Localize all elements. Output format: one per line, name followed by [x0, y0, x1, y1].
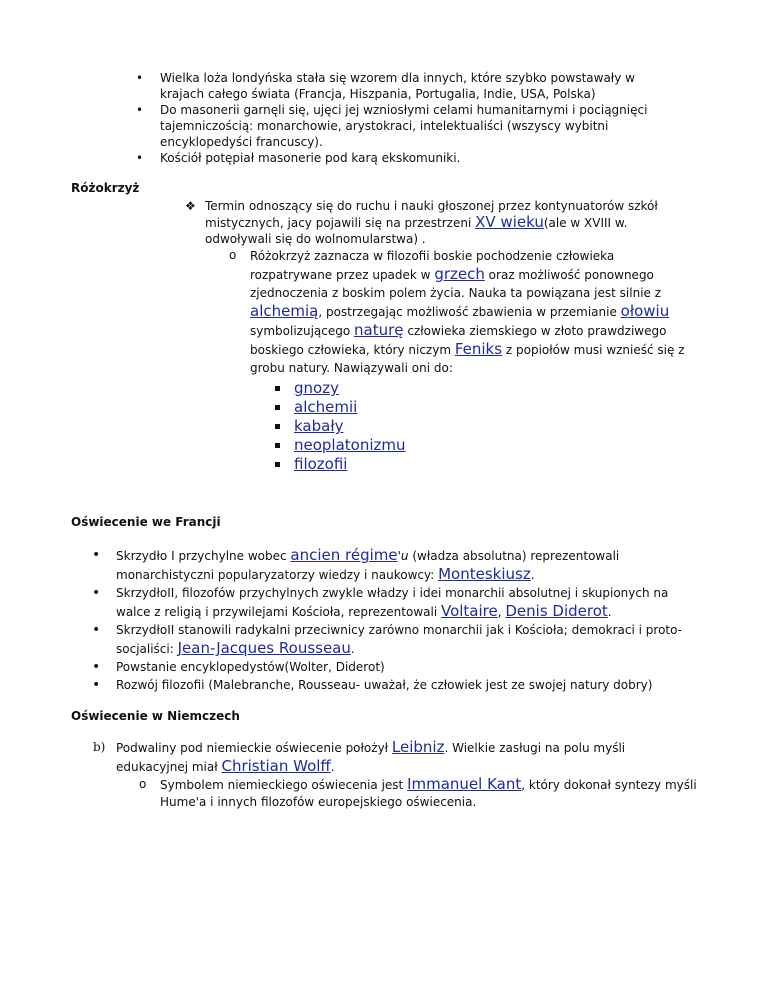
section-heading: Oświecenie we Francji: [71, 515, 221, 529]
list-item-text: [116, 546, 706, 584]
link[interactable]: Monteskiusz: [438, 565, 531, 583]
list-item: [92, 621, 706, 658]
text-run: Termin odnoszący się do ruchu i nauki głoszonej przez kontynuatorów szkół mistycznych, jacy pojawili się na przestrzeni: [205, 199, 658, 230]
text-run: z popiołów musi wznieść się z grobu natury. Nawiązywali oni do:: [250, 343, 685, 375]
text-run: SkrzydłoII, filozofów przychylnych zwykle władzy i idei monarchii absolutnej i skupionych na walce z religią i przywilejami Kościoła, reprezentowali: [116, 586, 669, 619]
bullet-icon: •: [92, 659, 101, 675]
list-item: [275, 436, 760, 455]
text-run: ,: [497, 605, 506, 619]
list-item-text: [116, 621, 706, 658]
list-item: [92, 546, 706, 584]
text-run: (ale w XVIII w. odwoływali się do wolnomularstwa) .: [205, 216, 628, 246]
bullet-icon: •: [92, 622, 101, 638]
masonry-list: [136, 70, 666, 166]
text-run: SkrzydłoII stanowili radykalni przeciwnicy zarówno monarchii jak i Kościoła; demokraci i proto-socjaliści:: [116, 623, 683, 656]
text-run: człowieka ziemskiego w złoto prawdziwego boskiego człowieka, który niczym: [250, 324, 667, 357]
list-item: [136, 150, 666, 166]
link[interactable]: filozofii: [294, 455, 348, 473]
circle-bullet-icon: o: [139, 777, 147, 791]
section-heading: Różokrzyż: [71, 181, 140, 195]
list-item: [92, 676, 706, 694]
list-item: [275, 379, 760, 398]
square-bullet-icon: [275, 379, 294, 395]
list-item-text: [116, 676, 706, 694]
link[interactable]: alchemią: [250, 302, 319, 320]
link[interactable]: Jean-Jacques Rousseau: [177, 639, 351, 657]
link[interactable]: Christian Wolff: [221, 757, 331, 775]
list-item-text: [205, 198, 690, 247]
text-run: 'u: [397, 549, 409, 563]
list-item-text: [116, 738, 676, 776]
bullet-icon: •: [92, 677, 101, 693]
bullet-icon: •: [136, 151, 144, 165]
text-run: (władza absolutna) reprezentowali monarchistyczni popularyzatorzy wiedzy i naukowcy:: [116, 549, 620, 582]
list-item: [275, 455, 760, 474]
list-item-text: [116, 584, 706, 621]
list-item-text: [116, 658, 706, 676]
link[interactable]: Leibniz: [391, 738, 445, 756]
link[interactable]: Feniks: [454, 340, 503, 358]
square-bullet-icon: [275, 398, 294, 414]
square-list: [275, 379, 760, 474]
text-run: Symbolem niemieckiego oświecenia jest: [160, 778, 408, 792]
text-run: Różokrzyż zaznacza w filozofii boskie pochodzenie człowieka rozpatrywane przez upadek w: [250, 249, 615, 282]
text-run: Kościół potępiał masonerie pod karą ekskomuniki.: [160, 151, 461, 165]
diamond-bullet-icon: ❖: [185, 199, 196, 213]
list-item: [93, 738, 676, 776]
square-bullet-icon: [275, 455, 294, 471]
link[interactable]: naturę: [354, 321, 404, 339]
text-run: .: [350, 642, 355, 656]
link[interactable]: grzech: [434, 265, 485, 283]
text-run: .: [330, 760, 335, 774]
text-run: , który dokonał syntezy myśli Hume'a i innych filozofów europejskiego oświecenia.: [160, 778, 697, 809]
list-item-text: [160, 776, 700, 811]
letter-marker: b): [93, 740, 106, 754]
list-item: [92, 584, 706, 621]
list-item: [92, 658, 706, 676]
text-run: Rozwój filozofii (Malebranche, Rousseau- uważał, że człowiek jest ze swojej natury dobry): [116, 678, 653, 692]
text-run: Do masonerii garnęli się, ujęci jej wzniosłymi celami humanitarnymi i pociągnięci tajemniczością: monarchowie, arystokraci, intelektualiści (wszyscy wybitni encyklopedyści francuscy).: [160, 103, 648, 149]
bullet-icon: •: [136, 71, 144, 85]
link[interactable]: ołowiu: [620, 302, 670, 320]
text-run: symbolizującego: [250, 324, 355, 338]
link[interactable]: neoplatonizmu: [294, 436, 406, 454]
list-item-text: [160, 70, 666, 102]
section-heading: Oświecenie w Niemczech: [71, 709, 240, 723]
list-item: [275, 398, 760, 417]
square-bullet-icon: [275, 436, 294, 452]
text-run: Skrzydło I przychylne wobec: [116, 549, 291, 563]
square-bullet-icon: [275, 417, 294, 433]
list-item: [185, 198, 690, 247]
link[interactable]: XV wieku: [475, 213, 544, 231]
text-run: Podwaliny pod niemieckie oświecenie położył: [116, 741, 392, 755]
circle-bullet-icon: o: [229, 248, 237, 262]
text-run: .: [607, 605, 612, 619]
text-run: , postrzegając możliwość zbawienia w przemianie: [318, 305, 621, 319]
list-item-text: [160, 102, 666, 150]
bullet-icon: •: [136, 103, 144, 117]
text-run: oraz możliwość ponownego zjednoczenia z boskim polem życia. Nauka ta powiązana jest silnie z: [250, 268, 662, 300]
text-run: Powstanie encyklopedystów(Wolter, Diderot): [116, 660, 385, 674]
france-list: [92, 546, 706, 694]
link[interactable]: gnozy: [294, 379, 339, 397]
link[interactable]: kabały: [294, 417, 344, 435]
list-item: [136, 102, 666, 150]
link[interactable]: Denis Diderot: [505, 602, 608, 620]
link[interactable]: alchemii: [294, 398, 358, 416]
list-item-text: [250, 247, 700, 377]
list-item-text: [160, 150, 666, 166]
link[interactable]: Immanuel Kant: [407, 775, 522, 793]
list-item: [139, 776, 700, 811]
bullet-icon: •: [92, 585, 101, 601]
bullet-icon: •: [92, 547, 101, 563]
text-run: Wielka loża londyńska stała się wzorem dla innych, które szybko powstawały w krajach całego świata (Francja, Hiszpania, Portugalia, Indie, USA, Polska): [160, 71, 635, 101]
text-run: .: [530, 568, 535, 582]
list-item: [275, 417, 760, 436]
list-item: [136, 70, 666, 102]
text-run: . Wielkie zasługi na polu myśli edukacyjnej miał: [116, 741, 626, 774]
link[interactable]: Voltaire: [440, 602, 498, 620]
list-item: [229, 247, 700, 377]
link[interactable]: ancien régime: [290, 546, 398, 564]
